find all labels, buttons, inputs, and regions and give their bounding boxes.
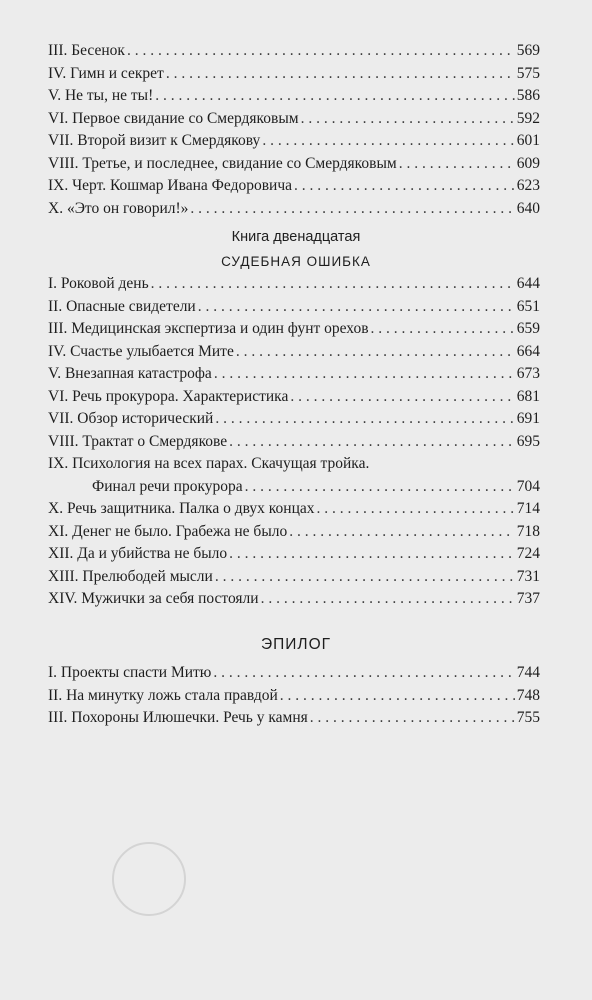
dot-leader bbox=[127, 40, 515, 63]
toc-entry-page: 640 bbox=[516, 199, 540, 217]
toc-entry bbox=[48, 175, 540, 198]
toc-entry bbox=[48, 273, 540, 296]
toc-entry-page: 748 bbox=[516, 686, 540, 704]
toc-entry-title: IX. Черт. Кошмар Ивана Федоровича bbox=[48, 177, 293, 194]
toc-entry-page: 664 bbox=[516, 342, 540, 360]
toc-entry-page: 569 bbox=[516, 42, 540, 59]
toc-entry-page: 609 bbox=[516, 154, 540, 172]
toc-entry-title: IV. Гимн и секрет bbox=[48, 64, 164, 82]
toc-entry-page: 586 bbox=[516, 87, 540, 104]
toc-entry-title: XIII. Прелюбодей мысли bbox=[48, 567, 213, 585]
toc-entry-title: III. Медицинская экспертиза и один фунт орехов bbox=[48, 320, 369, 337]
toc-entry bbox=[48, 130, 540, 153]
toc-entry bbox=[48, 408, 540, 431]
toc-entry bbox=[48, 662, 540, 685]
toc-entry bbox=[48, 566, 540, 589]
dot-leader bbox=[229, 431, 515, 454]
dot-leader bbox=[236, 341, 515, 364]
toc-entry-title: III. Бесенок bbox=[48, 42, 125, 59]
toc-entry-page: 691 bbox=[516, 410, 540, 427]
toc-entry bbox=[48, 588, 540, 611]
toc-entry-page: 714 bbox=[516, 500, 540, 517]
toc-entry-title: XI. Денег не было. Грабежа не было bbox=[48, 522, 288, 540]
toc-entry bbox=[48, 153, 540, 176]
dot-leader bbox=[262, 130, 514, 153]
dot-leader bbox=[399, 153, 515, 176]
toc-entry-page: 755 bbox=[516, 709, 540, 726]
toc-entry-title: VIII. Трактат о Смердякове bbox=[48, 432, 228, 450]
toc-entry-line2 bbox=[48, 476, 540, 499]
toc-entry-title-line1: IX. Психология на всех парах. Скачущая тройка. bbox=[48, 455, 370, 472]
toc-entry bbox=[48, 431, 540, 454]
toc-entry-title: III. Похороны Илюшечки. Речь у камня bbox=[48, 709, 308, 726]
toc-entry-page: 718 bbox=[516, 522, 540, 540]
toc-entry bbox=[48, 63, 540, 86]
dot-leader bbox=[261, 588, 515, 611]
dot-leader bbox=[151, 273, 515, 296]
toc-entry-title: X. Речь защитника. Палка о двух концах bbox=[48, 500, 315, 517]
toc-entry bbox=[48, 108, 540, 131]
dot-leader bbox=[155, 85, 515, 108]
toc-entry-title: XIV. Мужички за себя постояли bbox=[48, 590, 259, 607]
toc-entry bbox=[48, 707, 540, 730]
dot-leader bbox=[190, 198, 514, 221]
toc-entry-page: 592 bbox=[516, 109, 540, 127]
toc-entry-title: II. На минутку ложь стала правдой bbox=[48, 686, 278, 704]
dot-leader bbox=[310, 707, 515, 730]
toc-entry-page: 681 bbox=[516, 387, 540, 405]
toc-entry-page: 724 bbox=[516, 545, 540, 562]
toc-entry-title: X. «Это он говорил!» bbox=[48, 199, 189, 217]
dot-leader bbox=[215, 408, 514, 431]
dot-leader bbox=[290, 386, 514, 409]
toc-entry bbox=[48, 198, 540, 221]
toc-entry-title: V. Не ты, не ты! bbox=[48, 87, 154, 104]
toc-entry-page: 673 bbox=[516, 365, 540, 382]
book-subheading: СУДЕБНАЯ ОШИБКА bbox=[221, 254, 371, 269]
toc-entry-page: 623 bbox=[516, 177, 540, 194]
dot-leader bbox=[229, 543, 515, 566]
toc-entry-page: 644 bbox=[516, 275, 540, 292]
dot-leader bbox=[301, 108, 515, 131]
toc-entry bbox=[48, 498, 540, 521]
dot-leader bbox=[294, 175, 515, 198]
toc-entry-title: VIII. Третье, и последнее, свидание со Смердяковым bbox=[48, 154, 397, 172]
toc-entry-title: II. Опасные свидетели bbox=[48, 297, 196, 315]
toc-entry-title-line2: Финал речи прокурора bbox=[92, 477, 243, 495]
toc-entry-title: I. Роковой день bbox=[48, 275, 149, 292]
book-heading: Книга двенадцатая bbox=[231, 229, 361, 245]
toc-entry-multiline bbox=[48, 453, 540, 498]
toc-entry bbox=[48, 543, 540, 566]
toc-entry-page: 704 bbox=[516, 477, 540, 495]
show-through-circle bbox=[112, 842, 186, 916]
dot-leader bbox=[317, 498, 515, 521]
toc-entry bbox=[48, 85, 540, 108]
dot-leader bbox=[213, 662, 514, 685]
dot-leader bbox=[245, 476, 515, 499]
dot-leader bbox=[198, 296, 515, 319]
dot-leader bbox=[166, 63, 515, 86]
dot-leader bbox=[215, 566, 515, 589]
toc-entry-page: 601 bbox=[516, 132, 540, 149]
toc-entry bbox=[48, 521, 540, 544]
toc-entry-page: 659 bbox=[516, 320, 540, 337]
dot-leader bbox=[371, 318, 515, 341]
toc-block-book12 bbox=[48, 273, 540, 611]
toc-entry-title: IV. Счастье улыбается Мите bbox=[48, 342, 234, 360]
toc-entry-title: VI. Первое свидание со Смердяковым bbox=[48, 109, 299, 127]
toc-entry-title: VII. Второй визит к Смердякову bbox=[48, 132, 261, 149]
toc-entry-page: 651 bbox=[516, 297, 540, 315]
toc-entry bbox=[48, 363, 540, 386]
toc-entry bbox=[48, 40, 540, 63]
toc-entry bbox=[48, 386, 540, 409]
toc-entry-title: I. Проекты спасти Митю bbox=[48, 664, 212, 681]
toc-entry bbox=[48, 296, 540, 319]
dot-leader bbox=[214, 363, 515, 386]
toc-entry-title: VI. Речь прокурора. Характеристика bbox=[48, 387, 289, 405]
toc-entry-page: 731 bbox=[516, 567, 540, 585]
toc-entry-page: 737 bbox=[516, 590, 540, 607]
toc-entry bbox=[48, 318, 540, 341]
toc-entry-page: 575 bbox=[516, 64, 540, 82]
toc-entry-page: 744 bbox=[516, 664, 540, 681]
toc-entry-page: 695 bbox=[516, 432, 540, 450]
toc-entry bbox=[48, 685, 540, 708]
toc-entry bbox=[48, 341, 540, 364]
toc-entry-title: VII. Обзор исторический bbox=[48, 410, 214, 427]
dot-leader bbox=[280, 685, 515, 708]
toc-entry-title: V. Внезапная катастрофа bbox=[48, 365, 212, 382]
toc-block-epilog bbox=[48, 662, 540, 730]
toc-entry-title: XII. Да и убийства не было bbox=[48, 545, 228, 562]
dot-leader bbox=[289, 521, 515, 544]
toc-block-book11 bbox=[48, 40, 540, 220]
epilog-heading: ЭПИЛОГ bbox=[260, 636, 332, 653]
